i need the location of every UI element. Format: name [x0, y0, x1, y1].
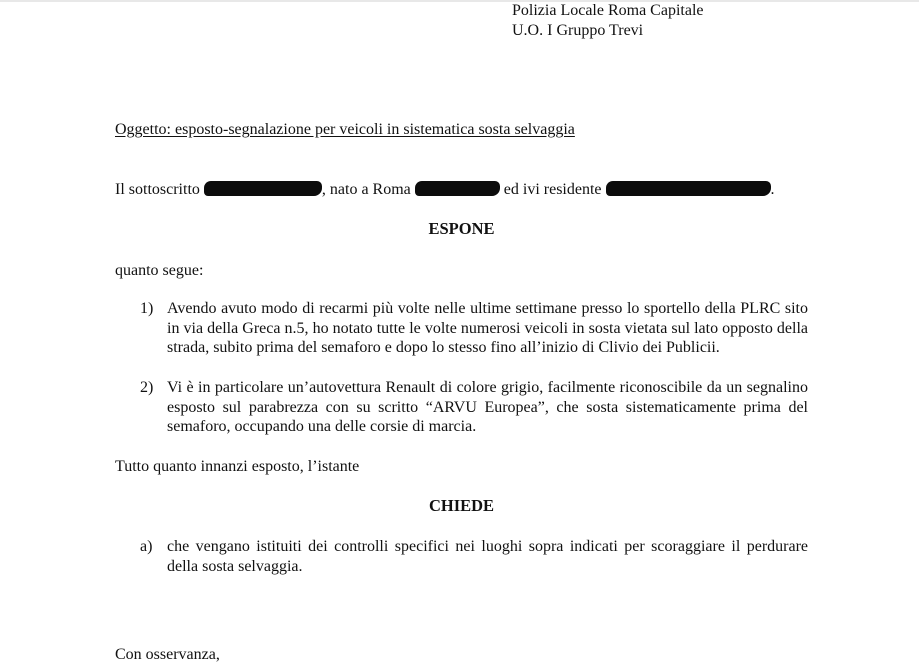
list-item-text: Vi è in particolare un’autovettura Renault di colore grigio, facilmente riconoscibile da un segnalino esposto sul parabrezza con su scritto “ARVU Europea”, che sosta sistematicamente prima del semaforo, occupando una delle corsie di marcia.: [167, 379, 808, 435]
recipient-line-2: U.O. I Gruppo Trevi: [512, 22, 644, 39]
recipient-block: [512, 1, 704, 41]
page-top-border: [0, 0, 919, 2]
intro-paragraph: [115, 180, 775, 199]
intro-text-3: ed ivi residente: [499, 181, 606, 198]
redacted-address: [606, 181, 771, 196]
tutto-quanto-text: Tutto quanto innanzi esposto, l’istante: [115, 458, 360, 475]
redacted-birthdate: [415, 181, 500, 196]
list-item-text: che vengano istituiti dei controlli specifici nei luoghi sopra indicati per scoraggiare il perdurare della sosta selvaggia.: [167, 538, 808, 575]
subject-line: Oggetto: esposto-segnalazione per veicoli in sistematica sosta selvaggia: [115, 121, 575, 138]
list-item-marker: 2): [140, 379, 154, 396]
recipient-line-1: Polizia Locale Roma Capitale: [512, 2, 704, 19]
list-item: [140, 299, 808, 358]
list-item: [140, 537, 808, 576]
list-item: [140, 378, 808, 437]
closing-text: Con osservanza,: [115, 646, 220, 663]
quanto-segue-text: quanto segue:: [115, 262, 204, 279]
list-item-marker: 1): [140, 300, 154, 317]
list-item-marker: a): [140, 538, 153, 555]
heading-chiede: CHIEDE: [428, 496, 495, 515]
intro-text-4: .: [770, 181, 775, 198]
heading-espone: ESPONE: [428, 219, 495, 238]
intro-text-2: , nato a Roma: [321, 181, 415, 198]
intro-text-1: Il sottoscritto: [115, 181, 204, 198]
redacted-name: [204, 181, 322, 196]
list-item-text: Avendo avuto modo di recarmi più volte nelle ultime settimane presso lo sportello della PLRC sito in via della Greca n.5, ho notato tutte le volte numerosi veicoli in sosta vietata sul lato opposto della strada, subito prima del semaforo e dopo lo stesso fino all’inizio di Clivio dei Publicii.: [167, 300, 808, 356]
